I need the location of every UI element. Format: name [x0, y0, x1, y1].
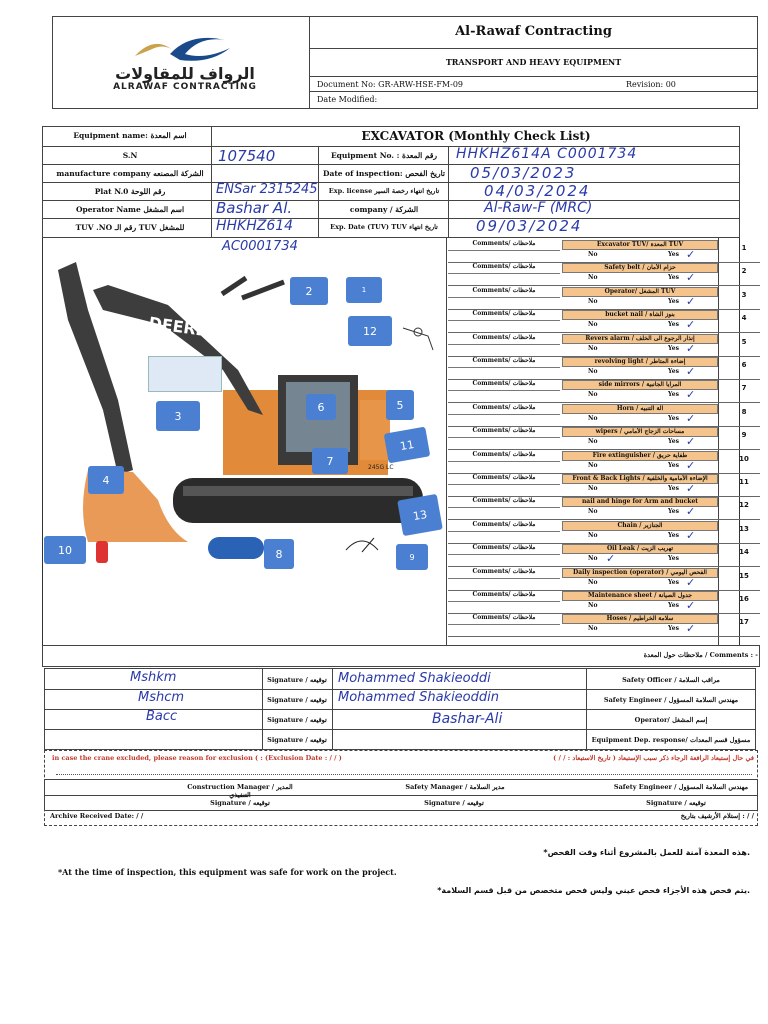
check-item-label: wipers / مساحات الزجاج الأمامي: [562, 427, 718, 437]
checklist-row: [448, 263, 747, 284]
checklist-row: [448, 357, 747, 378]
no-option[interactable]: No: [588, 368, 598, 375]
info-row-line: [42, 182, 740, 183]
sig-name-2[interactable]: Mohammed Shakieoddin: [338, 690, 499, 705]
exp-tuv-label: Exp. Date (TUV) TUV تاريخ انتهاء: [330, 223, 438, 231]
sig-label-4: Signature / توقيعه: [267, 736, 327, 744]
checklist-row-line: [448, 519, 760, 520]
role-operator: Operator/ إسم المشغل: [634, 716, 708, 724]
form-title: EXCAVATOR (Monthly Check List): [361, 129, 591, 143]
row-number: 15: [739, 572, 749, 580]
badge-4: 4: [88, 466, 124, 494]
checkmark-icon: ✓: [686, 529, 696, 542]
checklist-row: [448, 544, 749, 565]
no-option[interactable]: No: [588, 485, 598, 492]
plate-value[interactable]: ENSar 2315245: [216, 182, 318, 197]
checklist-row: [448, 451, 749, 472]
yes-option[interactable]: Yes: [668, 321, 679, 328]
pin-icon: [398, 318, 438, 354]
checkmark-icon: ✓: [686, 482, 696, 495]
row-number: 12: [739, 501, 749, 509]
row-number: 6: [741, 361, 747, 369]
yes-option[interactable]: Yes: [668, 438, 679, 445]
image-model: 245G LC: [368, 464, 394, 471]
comment-label[interactable]: Comments/ ملاحظات: [448, 474, 560, 485]
check-item-label: Daily inspection (operator) / الفحص اليومي: [562, 568, 718, 578]
row-number: 1: [741, 244, 747, 252]
excl-signature-1: Signature / توقيعه: [210, 799, 270, 807]
sig-initial-2: Mshcm: [138, 690, 185, 705]
checkmark-icon: ✓: [686, 271, 696, 284]
checkmark-icon: ✓: [686, 622, 696, 635]
check-item-label: nail and hinge for Arm and bucket: [562, 497, 718, 507]
document-sticker: [148, 356, 222, 392]
yes-option[interactable]: Yes: [668, 251, 679, 258]
comment-label[interactable]: Comments/ ملاحظات: [448, 263, 560, 274]
badge-8: 8: [264, 539, 294, 569]
row-number: 17: [739, 618, 749, 626]
date-inspection-value[interactable]: 05/03/2023: [470, 164, 577, 182]
plate-label: Plat N.0 رقم اللوحة: [94, 187, 166, 196]
no-option[interactable]: No: [588, 274, 598, 281]
row-number: 9: [741, 431, 747, 439]
checkmark-icon: ✓: [686, 576, 696, 589]
checkmark-icon: ✓: [686, 459, 696, 472]
yes-option[interactable]: Yes: [668, 485, 679, 492]
checklist-row: [448, 334, 747, 355]
sig-col-line: [332, 668, 333, 750]
company-value[interactable]: Al-Raw-F (MRC): [484, 200, 593, 216]
fire-extinguisher-icon: [96, 541, 108, 563]
exp-tuv-value[interactable]: 09/03/2024: [476, 217, 583, 235]
checklist-row: [448, 474, 749, 495]
comment-label[interactable]: Comments/ ملاحظات: [448, 451, 560, 462]
row-number: 5: [741, 338, 747, 346]
logo-english: ALRAWAF CONTRACTING: [113, 82, 257, 92]
badge-11: 11: [384, 427, 431, 464]
document-no: Document No: GR-ARW-HSE-FM-09: [317, 80, 464, 89]
row-number: 11: [739, 478, 749, 486]
no-option[interactable]: No: [588, 391, 598, 398]
row-number: 7: [741, 384, 747, 392]
sig-col-line: [586, 668, 587, 750]
image-panel-border: [446, 238, 447, 645]
no-option[interactable]: No: [588, 321, 598, 328]
exp-license-value[interactable]: 04/03/2024: [484, 182, 591, 200]
seatbelt-icon: [218, 272, 288, 302]
comment-label[interactable]: Comments/ ملاحظات: [448, 404, 560, 415]
checklist-row: [448, 521, 749, 542]
row-number: 16: [739, 595, 749, 603]
row-number: 10: [739, 455, 749, 463]
archive-date-ar: إستلام الأرشيف بتاريخ : / /: [680, 812, 754, 820]
checklist-row: [448, 240, 747, 261]
badge-7: 7: [312, 448, 348, 474]
check-item-label: Maintenance sheet / جدول الصيانة: [562, 591, 718, 601]
checklist-row-line: [448, 402, 760, 403]
checklist-row: [448, 591, 749, 612]
badge-5: 5: [386, 390, 414, 420]
sig-label-2: Signature / توقيعه: [267, 696, 327, 704]
exclusion-text-en: in case the crane excluded, please reason for exclusion ( : (Exclusion Date : / / ): [52, 754, 342, 762]
comment-label[interactable]: Comments/ ملاحظات: [448, 240, 560, 251]
row-number: 3: [741, 291, 747, 299]
yes-option[interactable]: Yes: [668, 555, 679, 562]
info-row-line: [42, 218, 740, 219]
manufacture-label: manufacture company الشركة المصنعه: [56, 169, 204, 178]
no-option[interactable]: No: [588, 532, 598, 539]
yes-option[interactable]: Yes: [668, 391, 679, 398]
no-option[interactable]: No: [588, 438, 598, 445]
comment-label[interactable]: Comments/ ملاحظات: [448, 380, 560, 391]
no-option[interactable]: No: [588, 345, 598, 352]
comment-label[interactable]: Comments/ ملاحظات: [448, 310, 560, 321]
company-title: Al-Rawaf Contracting: [455, 24, 612, 39]
no-option[interactable]: No: [588, 579, 598, 586]
header-subtitle: TRANSPORT AND HEAVY EQUIPMENT: [445, 57, 622, 67]
company-label: company / الشركة: [349, 205, 419, 214]
badge-9: 9: [396, 544, 428, 570]
checklist-row: [448, 497, 749, 518]
excl-signature-3: Signature / توقيعه: [646, 799, 706, 807]
no-option[interactable]: No: [588, 625, 598, 632]
comment-label[interactable]: Comments/ ملاحظات: [448, 614, 560, 625]
wiper-icon: [344, 532, 380, 556]
badge-10: 10: [44, 536, 86, 564]
comment-label[interactable]: Comments/ ملاحظات: [448, 568, 560, 579]
checklist-row-line: [448, 285, 760, 286]
sn-value[interactable]: 107540: [218, 147, 276, 165]
header-hline-2: [309, 76, 758, 77]
comment-label[interactable]: Comments/ ملاحظات: [448, 521, 560, 532]
info-row-line: [42, 164, 740, 165]
footer-note-ar-2: *يتم فحص هذه الأجزاء فحص عيني وليس فحص متخصص من قبل قسم السلامة.: [437, 886, 750, 895]
check-item-label: Hoses / سلامة الخراطيم: [562, 614, 718, 624]
check-item-label: side mirrors / المرايا الجانبية: [562, 380, 718, 390]
checkmark-icon: ✓: [686, 505, 696, 518]
info-row-line: [42, 200, 740, 201]
checklist-row-line: [448, 566, 760, 567]
archive-date-en: Archive Received Date: / /: [50, 812, 144, 820]
role-equipment-dep: Equipment Dep. response/ مسؤول قسم المعدات: [591, 736, 751, 744]
checkmark-icon: ✓: [686, 295, 696, 308]
badge-1: 1: [346, 277, 382, 303]
row-number: 2: [741, 267, 747, 275]
sn-label: S.N: [122, 151, 138, 160]
badge-3: 3: [156, 401, 200, 431]
checklist-row-line: [448, 449, 760, 450]
checklist-row: [448, 287, 747, 308]
comment-label[interactable]: Comments/ ملاحظات: [448, 497, 560, 508]
checklist-row: [448, 614, 749, 635]
info-col-line: [318, 146, 319, 238]
sig-label-1: Signature / توقيعه: [267, 676, 327, 684]
checklist-row-line: [448, 332, 760, 333]
extra-handwriting: AC0001734: [222, 239, 298, 254]
yes-option[interactable]: Yes: [668, 368, 679, 375]
checklist-row: [448, 404, 747, 425]
row-number: 4: [741, 314, 747, 322]
no-option[interactable]: No: [588, 298, 598, 305]
excl-signature-2: Signature / توقيعه: [424, 799, 484, 807]
sig-initial-3: Bacc: [146, 709, 178, 724]
check-item-label: Horn / آلة التنبيه: [562, 404, 718, 414]
checklist-row: [448, 380, 747, 401]
header-hline-1: [309, 48, 758, 49]
check-item-label: Safety belt / حزام الأمان: [562, 263, 718, 273]
equipment-name-label: Equipment name: اسم المعدة: [73, 131, 187, 140]
row-number: 13: [739, 525, 749, 533]
no-option[interactable]: No: [588, 462, 598, 469]
role-safety-engineer: Safety Engineer / مهندس السلامة المسؤول: [603, 696, 739, 704]
no-option[interactable]: No: [588, 602, 598, 609]
yes-option[interactable]: Yes: [668, 415, 679, 422]
yes-option[interactable]: Yes: [668, 532, 679, 539]
date-inspection-label: Date of inspection: تاريخ الفحص: [322, 169, 446, 178]
tuv-label: TUV .NO رقم الـ TUV للمشغل: [75, 223, 185, 232]
badge-6: 6: [306, 394, 336, 420]
badge-13: 13: [397, 494, 443, 536]
checkmark-icon: ✓: [686, 599, 696, 612]
no-option[interactable]: No: [588, 415, 598, 422]
equipment-no-label: Equipment No. : رقم المعدة: [330, 151, 438, 160]
exclusion-text-ar: في حال إستبعاد الرافعة الرجاء ذكر سبب الإستبعاد ( تاريخ الاستبعاد : / / ): [553, 754, 754, 762]
footer-note-ar-1: *هذه المعدة آمنة للعمل بالمشروع أثناء وقت الفحص.: [543, 848, 750, 857]
footer-note-en-1: *At the time of inspection, this equipment was safe for work on the project.: [58, 867, 397, 877]
check-item-label: Excavator TUV/ المعدة TUV: [562, 240, 718, 250]
comment-label[interactable]: Comments/ ملاحظات: [448, 427, 560, 438]
sound-level-sticker: [208, 537, 264, 559]
check-item-label: Revers alarm / إنذار الرجوع الى الخلف: [562, 334, 718, 344]
excl-row-line: [44, 795, 758, 796]
comment-label[interactable]: Comments/ ملاحظات: [448, 287, 560, 298]
equipment-no-value[interactable]: HHKHZ614A C0001734: [456, 146, 638, 162]
date-modified: Date Modified:: [317, 95, 378, 104]
checklist-numcol-line: [718, 238, 719, 645]
comment-label[interactable]: Comments/ ملاحظات: [448, 334, 560, 345]
yes-option[interactable]: Yes: [668, 602, 679, 609]
checklist-row: [448, 310, 747, 331]
logo-arabic: الرواف للمقاولات: [115, 64, 255, 83]
checklist-row: [448, 568, 749, 589]
yes-option[interactable]: Yes: [668, 462, 679, 469]
sig-initial-1: Mshkm: [130, 670, 177, 685]
check-item-label: bucket nail / بنوز الشاة: [562, 310, 718, 320]
comments-line[interactable]: ملاحظات حول المعدة / Comments : -: [643, 651, 758, 659]
checklist-row: [448, 427, 747, 448]
checkmark-icon: ✓: [686, 342, 696, 355]
comment-label[interactable]: Comments/ ملاحظات: [448, 591, 560, 602]
check-item-label: Operator/ المشغل TUV: [562, 287, 718, 297]
exp-license-label: Exp. license تاريخ انتهاء رخصة السير: [328, 187, 440, 195]
yes-option[interactable]: Yes: [668, 345, 679, 352]
checkmark-icon: ✓: [686, 318, 696, 331]
checklist-row-line: [448, 636, 760, 637]
checkmark-icon: ✓: [686, 388, 696, 401]
sig-row-line: [44, 729, 756, 730]
excl-safety-engineer-label: Safety Engineer / مهندس السلامة المسؤول: [613, 783, 749, 791]
comment-label[interactable]: Comments/ ملاحظات: [448, 544, 560, 555]
yes-option[interactable]: Yes: [668, 298, 679, 305]
exclusion-dotline: [56, 774, 752, 775]
no-option[interactable]: No: [588, 508, 598, 515]
yes-option[interactable]: Yes: [668, 579, 679, 586]
badge-2: 2: [290, 277, 328, 305]
checkmark-icon: ✓: [606, 552, 616, 565]
checkmark-icon: ✓: [686, 435, 696, 448]
info-col-line: [448, 146, 449, 238]
sig-label-3: Signature / توقيعه: [267, 716, 327, 724]
construction-manager-label: Construction Manager / المدير التنفيذي: [187, 783, 293, 799]
checkmark-icon: ✓: [686, 365, 696, 378]
row-number: 8: [741, 408, 747, 416]
no-option[interactable]: No: [588, 555, 598, 562]
company-logo: [130, 30, 240, 68]
no-option[interactable]: No: [588, 251, 598, 258]
role-safety-officer: Safety Officer / مراقب السلامة: [622, 676, 720, 684]
check-item-label: Oil Leak / تهريب الزيت: [562, 544, 718, 554]
yes-option[interactable]: Yes: [668, 625, 679, 632]
check-item-label: revolving light / إضاءة المتاطر: [562, 357, 718, 367]
safety-manager-label: Safety Manager / مدير السلامة: [405, 783, 505, 791]
svg-text:DEERE: DEERE: [147, 313, 208, 341]
operator-label: Operator Name اسم المشغل: [75, 205, 185, 214]
check-item-label: Chain / الجنازير: [562, 521, 718, 531]
row-number: 14: [739, 548, 749, 556]
operator-value[interactable]: Bashar Al.: [216, 199, 293, 217]
checkmark-icon: ✓: [686, 412, 696, 425]
yes-option[interactable]: Yes: [668, 508, 679, 515]
tuv-value[interactable]: HHKHZ614: [216, 218, 294, 234]
checkmark-icon: ✓: [686, 248, 696, 261]
yes-option[interactable]: Yes: [668, 274, 679, 281]
header-hline-3: [309, 91, 758, 92]
badge-12: 12: [348, 316, 392, 346]
sig-name-1[interactable]: Mohammed Shakieoddi: [338, 671, 491, 686]
check-item-label: Fire extinguisher / طفاية حريق: [562, 451, 718, 461]
comment-label[interactable]: Comments/ ملاحظات: [448, 357, 560, 368]
revision: Revision: 00: [626, 80, 676, 89]
check-item-label: Front & Back Lights / الإضاءة الأمامية والخلفية: [562, 474, 718, 484]
sig-name-3[interactable]: Bashar-Ali: [432, 711, 503, 727]
